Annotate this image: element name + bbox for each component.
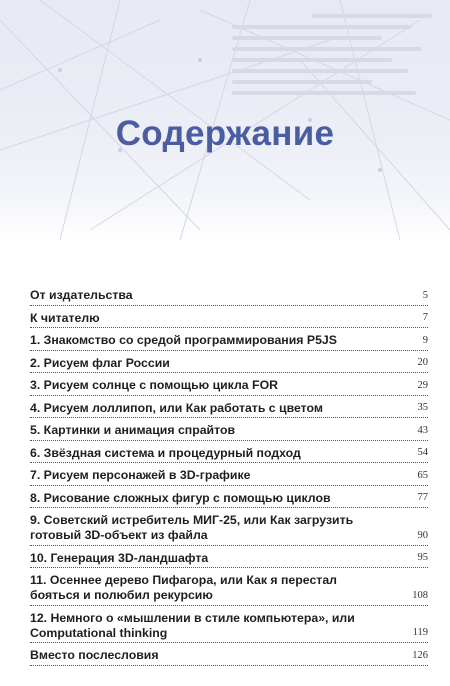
toc-entry-title: 7. Рисуем персонажей в 3D-графике (30, 468, 251, 482)
faded-background-text (232, 14, 432, 102)
toc-entry-title: От издательства (30, 288, 133, 302)
toc-entry-title: 9. Советский истребитель МИГ-25, или Как загрузить готовый 3D-объект из файла (30, 513, 354, 542)
toc-entry-page: 7 (422, 312, 428, 323)
toc-entry-page: 43 (417, 424, 428, 436)
toc-entry-title: 6. Звёздная система и процедурный подход (30, 445, 301, 460)
toc-entry-page: 35 (417, 402, 428, 413)
toc-entry-page: 119 (412, 627, 428, 638)
toc-entry[interactable] (30, 486, 428, 509)
toc-entry-page: 29 (417, 379, 428, 391)
toc-entry-title: 4. Рисуем лоллипоп, или Как работать с цветом (30, 400, 323, 415)
toc-entry-title: 12. Немного о «мышлении в стиле компьютера», или Computational thinking (30, 610, 355, 640)
toc-entry[interactable] (30, 306, 428, 329)
toc-entry[interactable] (30, 606, 428, 644)
toc-entry-title: 2. Рисуем флаг России (30, 355, 170, 370)
toc-entry-page: 65 (417, 469, 428, 481)
toc-entry-page: 95 (417, 552, 428, 563)
toc-entry-page: 90 (417, 529, 428, 541)
toc-entry[interactable] (30, 418, 428, 441)
toc-entry-title: 10. Генерация 3D-ландшафта (30, 550, 209, 565)
toc-entry-page: 108 (412, 589, 428, 601)
toc-entry[interactable] (30, 283, 428, 306)
toc-entry-page: 9 (422, 334, 428, 346)
toc-entry[interactable] (30, 396, 428, 419)
toc-entry-title: 1. Знакомство со средой программирования P5JS (30, 333, 337, 347)
toc-entry[interactable] (30, 463, 428, 486)
toc-entry-page: 77 (417, 492, 428, 503)
toc-entry-title: 11. Осеннее дерево Пифагора, или Как я перестал бояться и полюбил рекурсию (30, 573, 337, 602)
toc-entry-page: 54 (417, 447, 428, 458)
toc-entry[interactable] (30, 546, 428, 569)
toc-entry[interactable] (30, 508, 428, 546)
toc-entry-title: К читателю (30, 310, 100, 325)
toc-entry-title: Вместо послесловия (30, 648, 159, 662)
toc-entry-page: 126 (412, 649, 428, 661)
toc-entry[interactable] (30, 568, 428, 606)
toc-entry[interactable] (30, 373, 428, 396)
toc-entry[interactable] (30, 643, 428, 666)
toc-entry[interactable] (30, 351, 428, 374)
toc-entry[interactable] (30, 441, 428, 464)
table-of-contents (30, 283, 428, 666)
toc-entry[interactable] (30, 328, 428, 351)
toc-entry-title: 8. Рисование сложных фигур с помощью циклов (30, 490, 331, 505)
toc-entry-page: 5 (422, 289, 428, 301)
page-title: Содержание (115, 114, 335, 153)
toc-entry-page: 20 (417, 357, 428, 368)
toc-entry-title: 3. Рисуем солнце с помощью цикла FOR (30, 378, 279, 392)
toc-entry-title: 5. Картинки и анимация спрайтов (30, 423, 236, 437)
